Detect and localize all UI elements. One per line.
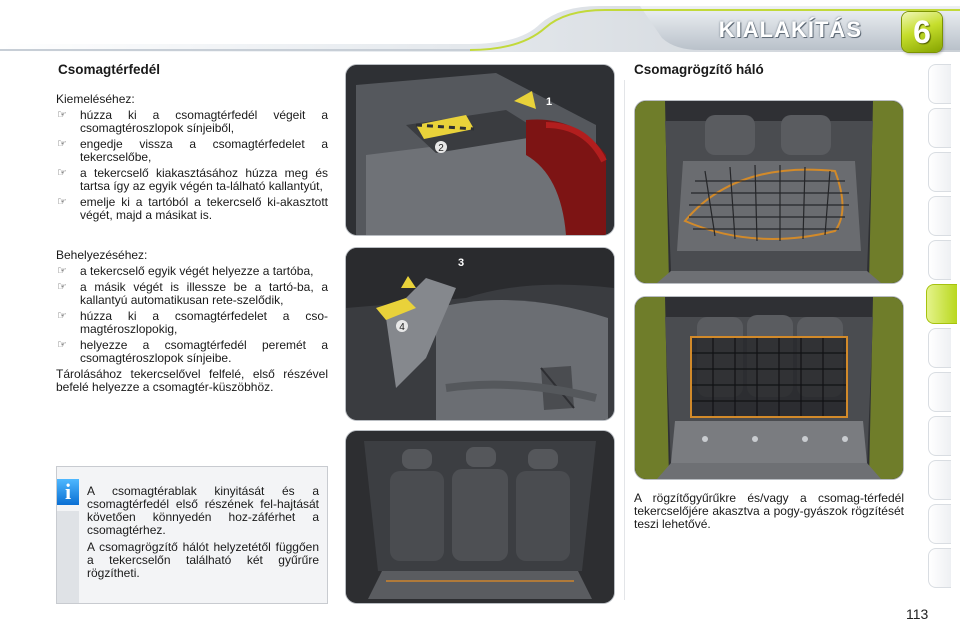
bullet-icon: ☞ [57,281,67,293]
chapter-number-badge: 6 [902,12,942,52]
info-box [56,466,328,604]
callout-3: 3 [458,257,465,269]
luggage-net-description: A rögzítőgyűrűkre és/vagy a csomag-térfedél tekercselőjére akasztva a pogy-gyászok rögzítését teszi lehetővé. [634,491,904,531]
chapter-tab[interactable] [928,504,951,544]
section-title: Csomagtérfedél [58,62,161,77]
bullet-icon: ☞ [57,167,67,179]
bullet-icon: ☞ [57,138,67,150]
info-text [87,485,319,584]
remove-intro: Kiemeléséhez: [56,92,135,106]
callout-4: 4 [399,322,405,333]
callout-2: 2 [438,143,444,154]
chapter-title: KIALAKÍTÁS [718,17,862,42]
cover-removal-illustration [346,65,614,235]
page-header [0,0,960,58]
list-item: ☞ engedje vissza a csomagtérfedelet a tekercselőbe, [57,137,328,164]
chapter-tab[interactable] [928,152,951,192]
bullet-icon: ☞ [57,310,67,322]
page-number: 113 [906,606,929,622]
cover-removal-photo [345,64,615,236]
chapter-tab[interactable] [928,108,951,148]
chapter-tabs [928,64,960,584]
chapter-tab[interactable] [928,548,951,588]
cover-install-illustration [346,248,614,420]
trunk-seats-illustration [346,431,614,603]
list-item: ☞ húzza ki a csomagtérfedelet a cso-magtéroszlopokig, [57,309,328,336]
luggage-net-photo-lower [634,296,904,480]
luggage-net-illustration [635,101,903,283]
chapter-tab[interactable] [928,372,951,412]
chapter-tab[interactable] [928,240,951,280]
luggage-net-illustration-2 [635,297,903,479]
list-item: ☞ helyezze a csomagtérfedél peremét a csomagtéroszlopok sínjeibe. [57,338,328,365]
bullet-icon: ☞ [57,109,67,121]
info-icon: i [57,479,79,505]
chapter-tab-active[interactable] [926,284,957,324]
info-paragraph: A csomagtérablak kinyitását és a csomagtérfedél első részének fel-hajtását követően könnyedén hoz-záférhet a csomagtérhez. [87,484,319,537]
install-steps [56,265,328,365]
list-item: ☞ a tekercselő kiakasztásához húzza meg és tartsa így az egyik végén ta-lálható kallantyút, [57,166,328,193]
chapter-tab[interactable] [928,64,951,104]
chapter-tab[interactable] [928,328,951,368]
info-sidebar [57,511,79,603]
cover-install-photo [345,247,615,421]
remove-steps [56,109,328,222]
column-divider [624,80,625,600]
luggage-net-title: Csomagrögzítő háló [634,62,764,77]
install-intro: Behelyezéséhez: [56,248,148,262]
list-item: ☞ húzza ki a csomagtérfedél végeit a csomagtéroszlopok sínjeiből, [57,108,328,135]
chapter-tab[interactable] [928,416,951,456]
trunk-seats-photo [345,430,615,604]
info-paragraph: A csomagrögzítő hálót helyzetétől függően a tekercselőn található két gyűrűre rögzítheti. [87,540,319,580]
bullet-icon: ☞ [57,196,67,208]
list-item: ☞ emelje ki a tartóból a tekercselő ki-akasztott végét, majd a másikat is. [57,195,328,222]
bullet-icon: ☞ [57,265,67,277]
luggage-net-photo-upper [634,100,904,284]
list-item: ☞ a tekercselő egyik végét helyezze a tartóba, [57,264,314,278]
list-item: ☞ a másik végét is illessze be a tartó-ba, a kallantyú automatikusan rete-szelődik, [57,280,328,307]
callout-1: 1 [546,96,553,108]
chapter-tab[interactable] [928,196,951,236]
luggage-cover-section [56,62,328,397]
bullet-icon: ☞ [57,339,67,351]
chapter-tab[interactable] [928,460,951,500]
storage-note: Tárolásához tekercselővel felfelé, első részével befelé helyezze a csomagtér-küszöbhöz. [56,367,328,394]
